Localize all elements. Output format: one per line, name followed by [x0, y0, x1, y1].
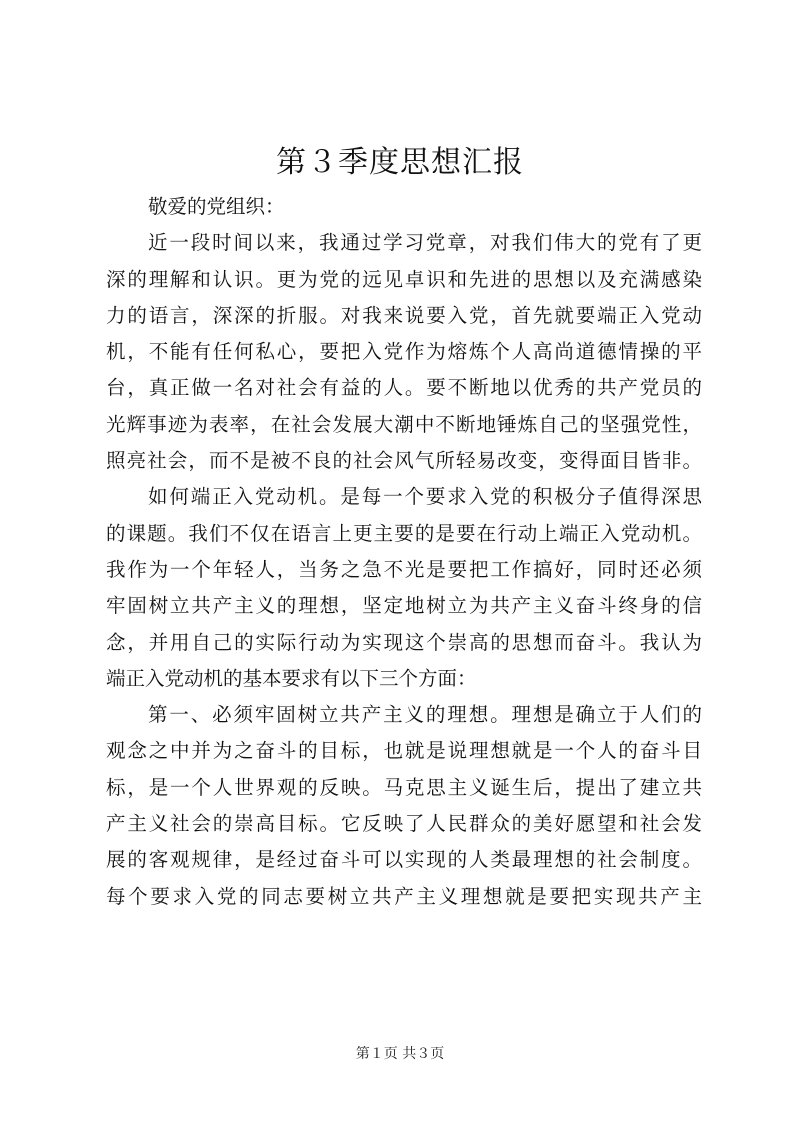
text-line: 照亮社会，而不是被不良的社会风气所轻易改变，变得面目皆非。 [106, 449, 702, 473]
text-line: 敬爱的党组织： [148, 195, 285, 218]
text-line: 每个要求入党的同志要树立共产主义理想就是要把实现共产主 [106, 884, 702, 908]
text-line: 观念之中并为之奋斗的目标，也就是说理想就是一个人的奋斗目 [106, 739, 702, 763]
text-line: 标，是一个人世界观的反映。马克思主义诞生后，提出了建立共 [106, 775, 702, 799]
text-line: 第一、必须牢固树立共产主义的理想。理想是确立于人们的 [148, 703, 702, 727]
text-line: 深的理解和认识。更为党的远见卓识和先进的思想以及充满感染 [106, 267, 702, 291]
text-line: 展的客观规律，是经过奋斗可以实现的人类最理想的社会制度。 [106, 848, 702, 872]
text-line: 力的语言，深深的折服。对我来说要入党，首先就要端正入党动 [106, 303, 702, 327]
page-footer: 第１页 共３页 [355, 1046, 445, 1062]
text-line: 光辉事迹为表率，在社会发展大潮中不断地锤炼自己的坚强党性， [106, 412, 702, 436]
text-line: 产主义社会的崇高目标。它反映了人民群众的美好愿望和社会发 [106, 812, 702, 836]
text-line: 端正入党动机的基本要求有以下三个方面： [106, 666, 477, 690]
text-line: 如何端正入党动机。是每一个要求入党的积极分子值得深思 [148, 485, 702, 509]
text-line: 近一段时间以来，我通过学习党章，对我们伟大的党有了更 [148, 231, 702, 255]
text-line: 我作为一个年轻人，当务之急不光是要把工作搞好，同时还必须 [106, 557, 702, 581]
text-line: 念，并用自己的实际行动为实现这个崇高的思想而奋斗。我认为 [106, 630, 702, 654]
text-line: 机，不能有任何私心，要把入党作为熔炼个人高尚道德情操的平 [106, 340, 702, 364]
text-line: 的课题。我们不仅在语言上更主要的是要在行动上端正入党动机。 [106, 521, 702, 545]
text-line: 牢固树立共产主义的理想，坚定地树立为共产主义奋斗终身的信 [106, 594, 702, 618]
text-line: 台，真正做一名对社会有益的人。要不断地以优秀的共产党员的 [106, 376, 702, 400]
document-title: 第３季度思想汇报 [276, 145, 524, 180]
document-body [106, 189, 702, 915]
